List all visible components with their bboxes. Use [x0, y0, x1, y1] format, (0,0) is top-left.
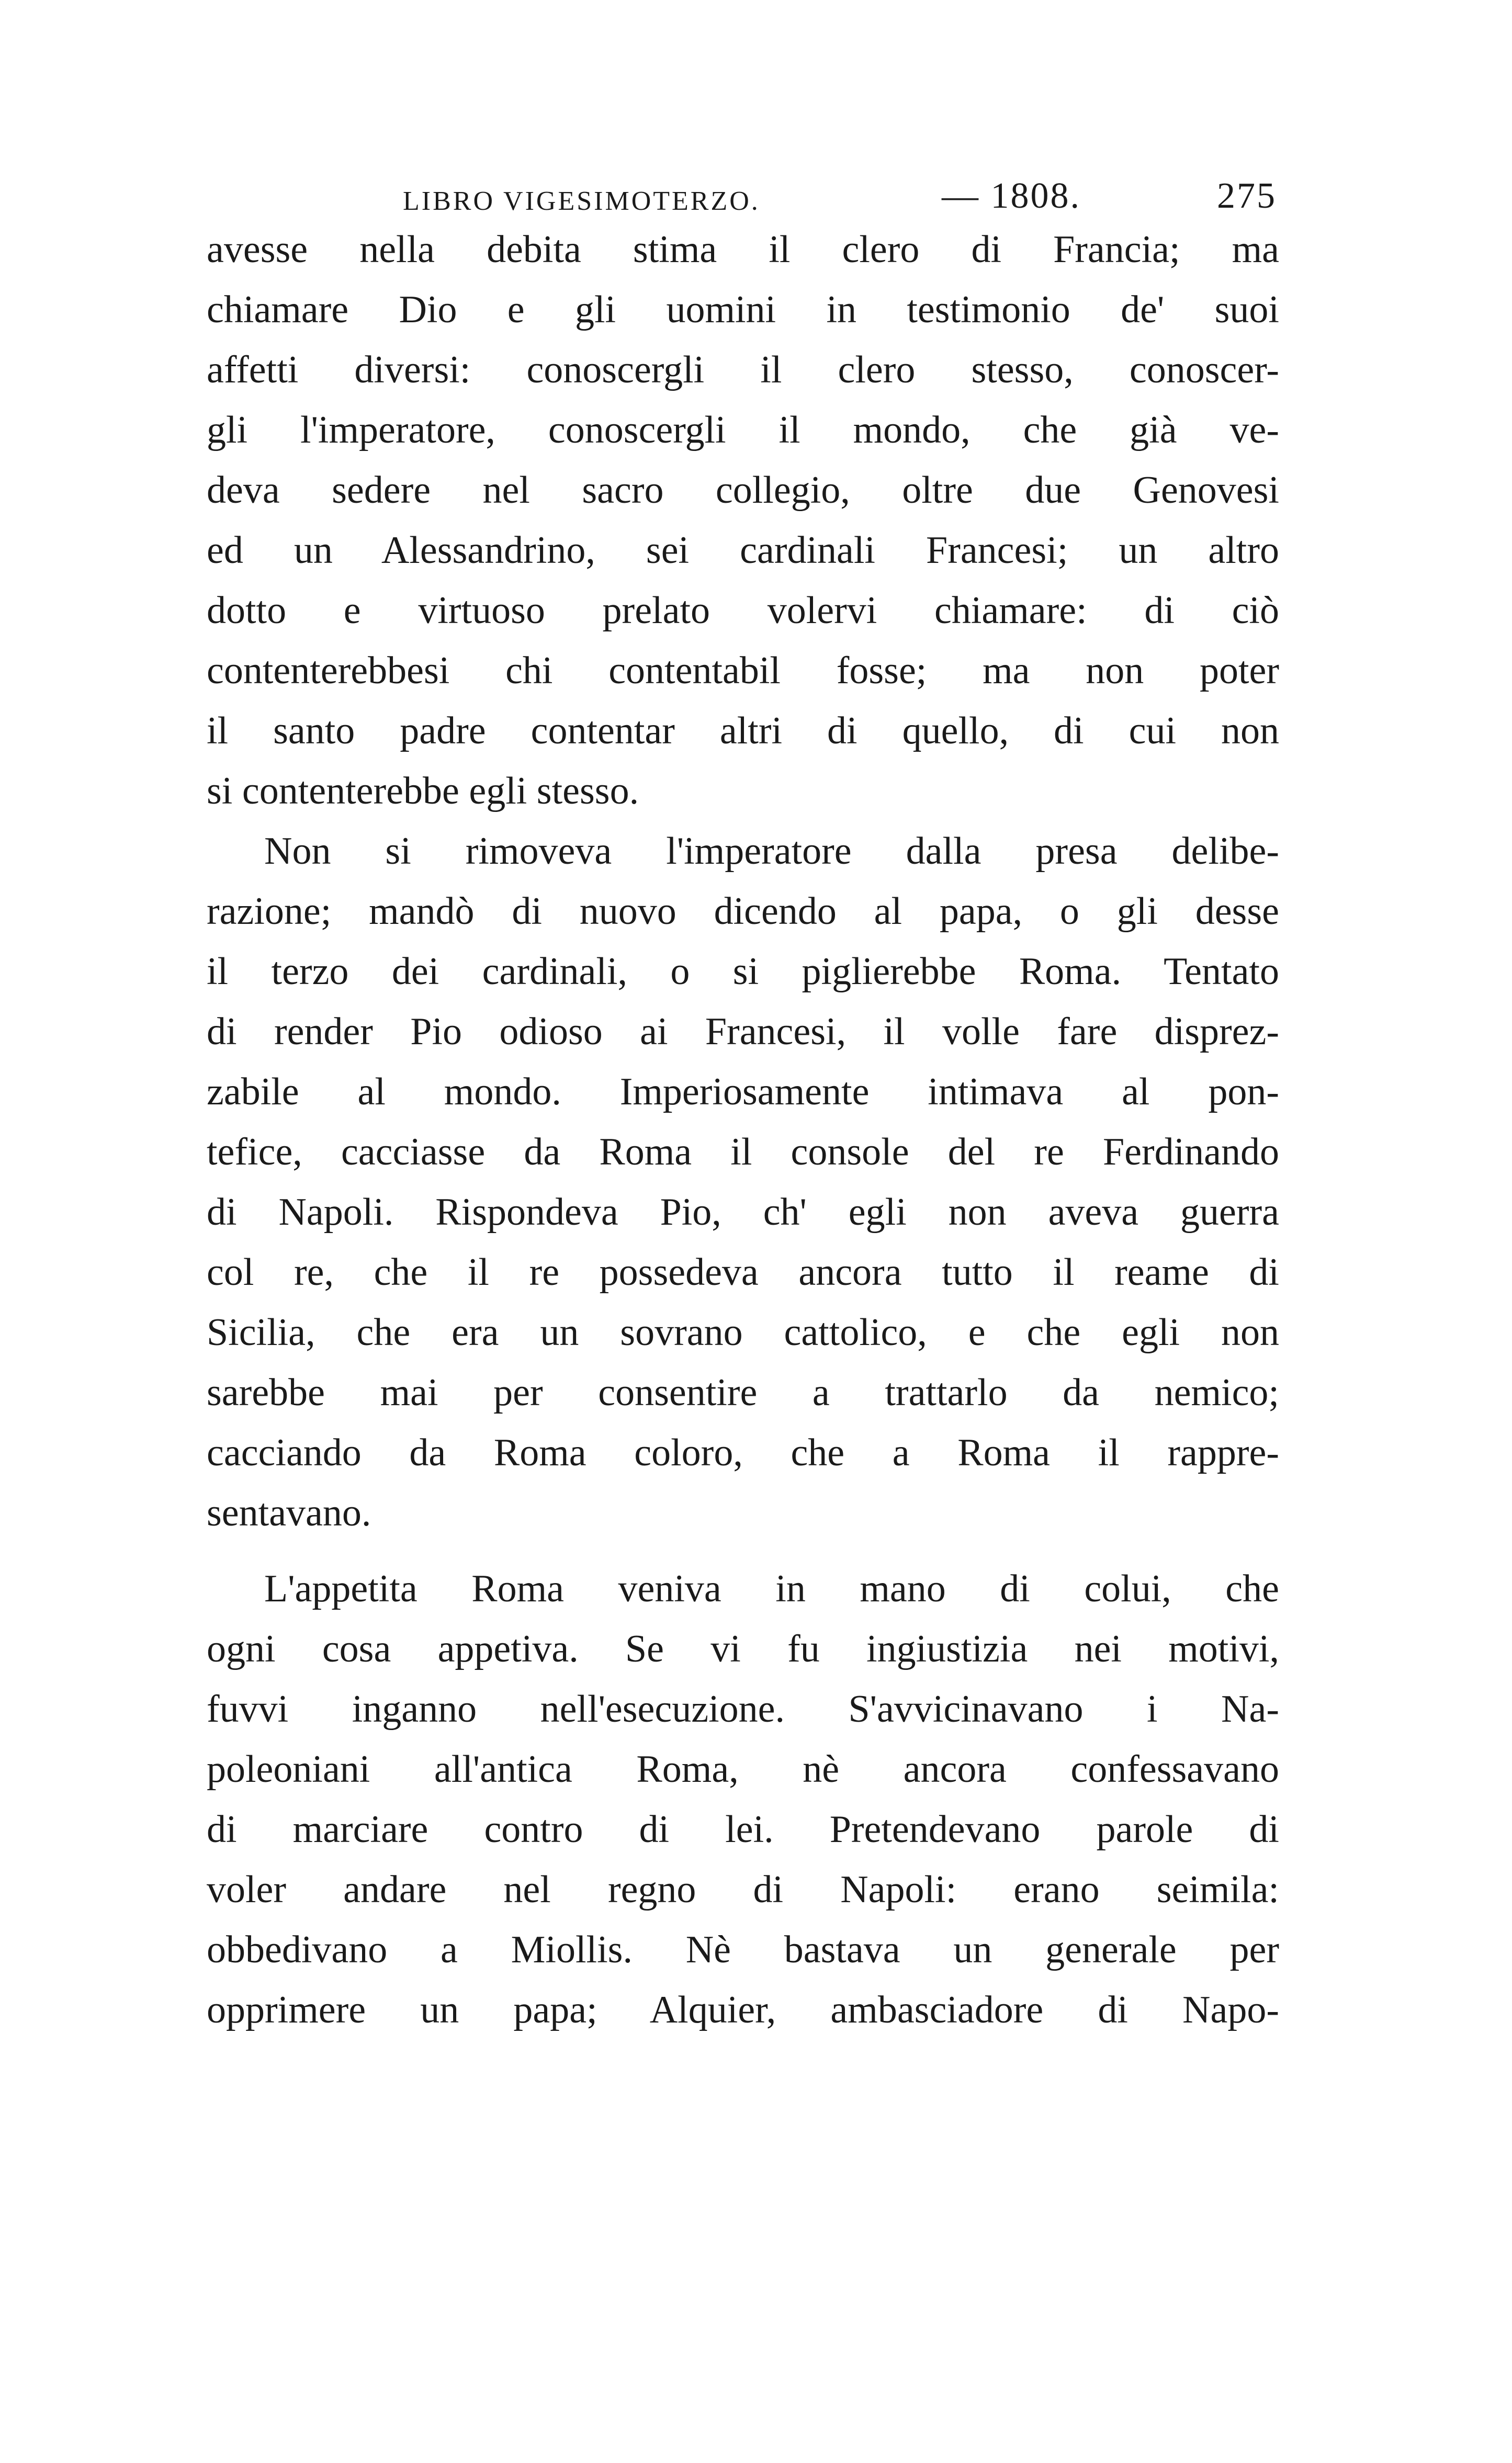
text-line: razione; mandò di nuovo dicendo al papa, o gli desse — [207, 890, 1279, 933]
page-number: 275 — [1217, 176, 1277, 216]
running-head-year-value: 1808. — [990, 176, 1081, 216]
text-line: dotto e virtuoso prelato volervi chiamare: di ciò — [207, 589, 1279, 632]
text-line: tefice, cacciasse da Roma il console del re Ferdinando — [207, 1131, 1279, 1173]
text-line: fuvvi inganno nell'esecuzione. S'avvicinavano i Na- — [207, 1688, 1279, 1731]
text-line: di Napoli. Rispondeva Pio, ch' egli non aveva guerra — [207, 1191, 1279, 1234]
text-line: chiamare Dio e gli uomini in testimonio de' suoi — [207, 288, 1279, 331]
text-line: ed un Alessandrino, sei cardinali Francesi; un altro — [207, 529, 1279, 572]
text-line: sentavano. — [207, 1492, 371, 1534]
text-line: sarebbe mai per consentire a trattarlo da nemico; — [207, 1371, 1279, 1414]
text-line: si contenterebbe egli stesso. — [207, 770, 639, 812]
body-text — [207, 220, 1279, 2040]
text-line: avesse nella debita stima il clero di Francia; ma — [207, 228, 1279, 271]
running-head-title: LIBRO VIGESIMOTERZO. — [403, 186, 760, 216]
text-line: cacciando da Roma coloro, che a Roma il rappre- — [207, 1431, 1279, 1474]
text-line: Sicilia, che era un sovrano cattolico, e che egli non — [207, 1311, 1279, 1354]
text-line: il terzo dei cardinali, o si piglierebbe Roma. Tentato — [207, 950, 1279, 993]
text-line: il santo padre contentar altri di quello, di cui non — [207, 709, 1279, 752]
text-line: di marciare contro di lei. Pretendevano parole di — [207, 1808, 1279, 1851]
text-line: voler andare nel regno di Napoli: erano seimila: — [207, 1868, 1279, 1911]
text-line: obbedivano a Miollis. Nè bastava un generale per — [207, 1928, 1279, 1971]
text-line: zabile al mondo. Imperiosamente intimava al pon- — [207, 1070, 1279, 1113]
text-line: opprimere un papa; Alquier, ambasciadore di Napo- — [207, 1989, 1279, 2031]
text-line: ogni cosa appetiva. Se vi fu ingiustizia nei motivi, — [207, 1628, 1279, 1670]
running-head — [387, 175, 1277, 222]
text-line: L'appetita Roma veniva in mano di colui, che — [264, 1567, 1279, 1610]
text-line: col re, che il re possedeva ancora tutto il reame di — [207, 1251, 1279, 1294]
text-line: affetti diversi: conoscergli il clero stesso, conoscer- — [207, 348, 1279, 391]
text-line: di render Pio odioso ai Francesi, il volle fare disprez- — [207, 1010, 1279, 1053]
text-line: gli l'imperatore, conoscergli il mondo, che già ve- — [207, 409, 1279, 451]
text-line: poleoniani all'antica Roma, nè ancora confessavano — [207, 1748, 1279, 1791]
running-head-dash: — — [942, 176, 980, 216]
text-line: contenterebbesi chi contentabil fosse; ma non poter — [207, 649, 1279, 692]
text-line: Non si rimoveva l'imperatore dalla presa delibe- — [264, 830, 1279, 873]
text-line: deva sedere nel sacro collegio, oltre due Genovesi — [207, 469, 1279, 512]
running-head-year — [942, 175, 1081, 217]
